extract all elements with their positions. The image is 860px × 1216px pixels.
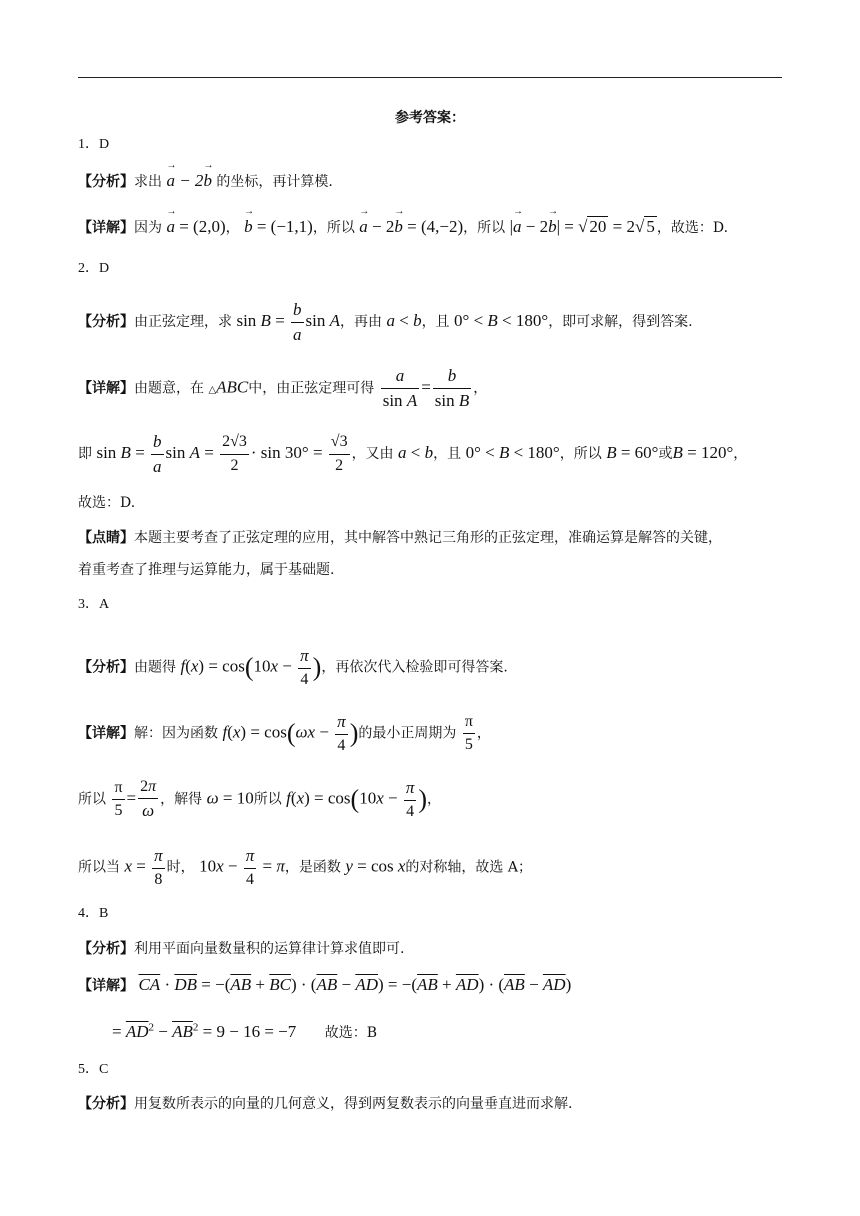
q2-detail-2: 即 sin B = $\frac{b}{a}$ sin A = $\frac{2√3}{2}$ · sin 30° = $\frac{√3}{2}$ ，又由 a < b，且 0° < B < 180°，所以 B = 60°或B = 120°， xyxy=(78,432,748,476)
q3-detail-3: 所以当 x = $\frac{\pi}{8}$ 时， 10x − $\frac{\pi}{4}$ = π，是函数 y = cos x的对称轴，故选 A； xyxy=(78,846,532,888)
q4-detail-2: = $\overline{AD}^2 - \overline{AB}^2 = 9 - 16 = -7$ 故选：B xyxy=(112,1021,377,1041)
q2-analysis: 【分析】由正弦定理，求 sin B = $\frac{b}{a}$ sin A，再由 a < b，且 0° < B < 180°，即可求解，得到答案. xyxy=(78,300,693,344)
q2-comment-2: 着重考查了推理与运算能力，属于基础题. xyxy=(78,562,335,578)
q4-answer: 4．B xyxy=(78,906,109,921)
q2-answer: 2．D xyxy=(78,261,110,276)
q3-answer: 3．A xyxy=(78,597,110,612)
q3-analysis: 【分析】由题得 f(x) = cos(10x − $\frac{\pi}{4}$ )，再依次代入检验即可得答案. xyxy=(78,646,508,688)
q5-analysis: 【分析】用复数所表示的向量的几何意义，得到两复数表示的向量垂直进而求解. xyxy=(78,1096,573,1112)
q4-analysis: 【分析】利用平面向量数量积的运算律计算求值即可. xyxy=(78,941,405,957)
q3-detail-2: 所以 $\frac{\pi}{5}$ = $\frac{2\pi}{\omega}$ ，解得 ω = 10所以 f(x) = cos(10x − $\frac{\pi}{4}$ )， xyxy=(78,778,442,821)
q3-detail: 【详解】解：因为函数 f(x) = cos(ωx − $\frac{\pi}{4}$ )的最小正周期为 $\frac{\pi}{5}$ ， xyxy=(78,712,491,754)
q4-detail: 【详解】 $\overline{CA} \cdot \overline{DB} = -(\overline{AB} + \overline{BC}) \cdot (\overline{AB} - \overline{AD}) = -(\overline{AB} + \overline{AD}) \cdot (\overline{AB} - \overline{AD})$ xyxy=(78,975,572,994)
q2-detail: 【详解】由题意，在 △ABC中，由正弦定理可得 $\frac{a}{\text{sin A}}$ = $\frac{b}{\text{sin B}}$ ， xyxy=(78,366,488,410)
q1-detail: 【详解】因为 → a = (2,0)， → b = (−1,1)，所以 → a − 2→ b = (4,−2)，所以 |→ a − 2→ b| = √ 20 = 2√ 5 ，故选：D. xyxy=(78,218,728,235)
header-rule xyxy=(78,77,782,78)
q5-answer: 5．C xyxy=(78,1062,109,1077)
q1-answer: 1．D xyxy=(78,137,110,152)
page-title: 参考答案： xyxy=(395,110,465,126)
q2-end: 故选：D. xyxy=(78,495,136,511)
q2-comment: 【点睛】本题主要考查了正弦定理的应用，其中解答中熟记三角形的正弦定理，准确运算是解答的关键， xyxy=(78,530,722,546)
q1-analysis: 【分析】求出 → a − 2→ b 的坐标，再计算模. xyxy=(78,172,333,189)
